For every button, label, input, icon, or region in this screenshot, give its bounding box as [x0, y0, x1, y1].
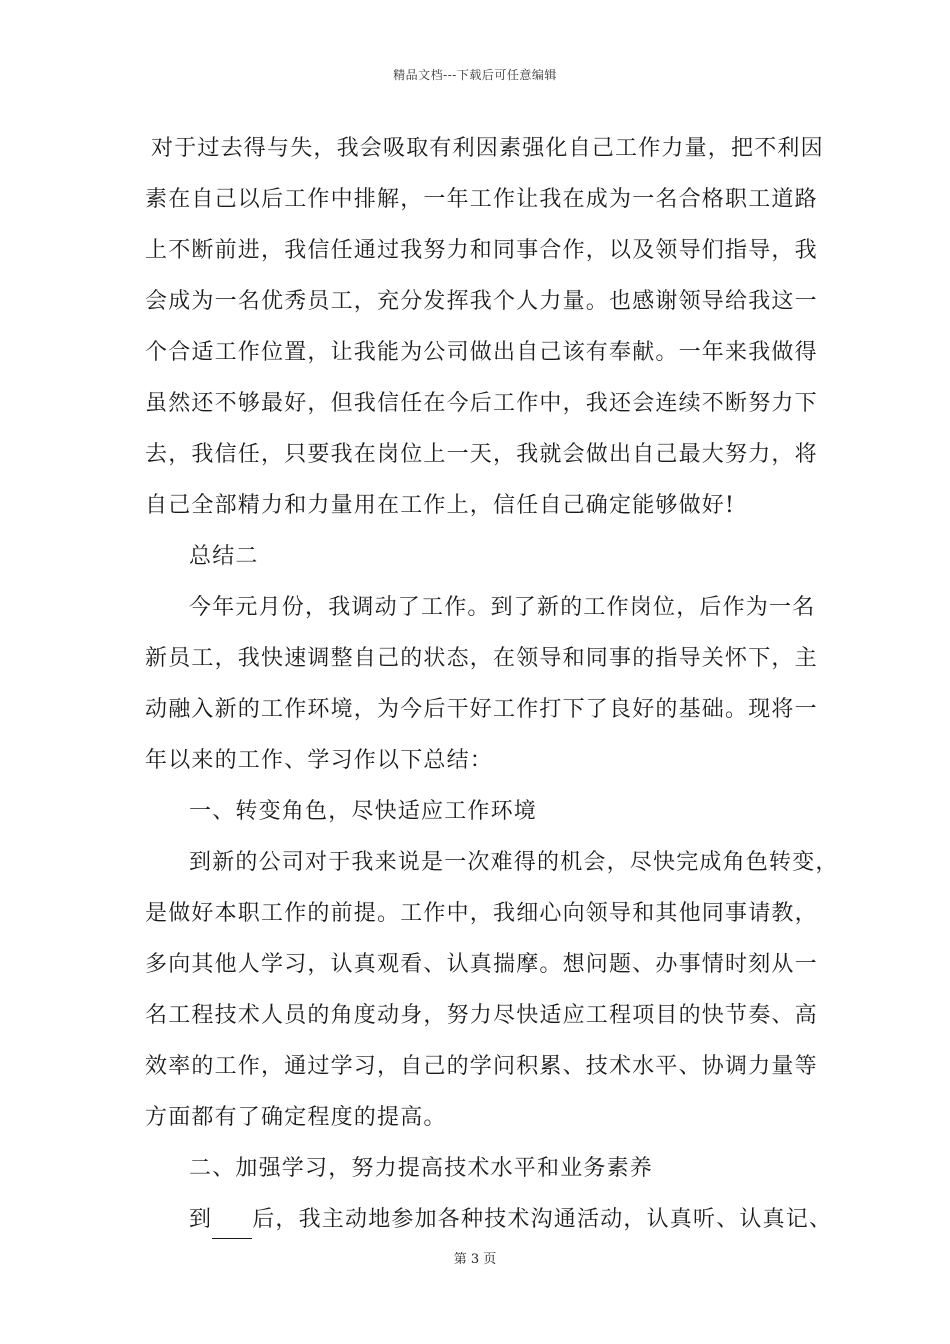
text-line: 素在自己以后工作中排解，一年工作让我在成为一名合格职工道路 [145, 187, 818, 212]
text-line: 效率的工作，通过学习，自己的学问积累、技术水平、协调力量等 [145, 1054, 818, 1079]
text-line: 对于过去得与失，我会吸取有利因素强化自己工作力量，把不利因 [151, 136, 824, 161]
page-header: 精品文档---下载后可任意编辑 [393, 68, 557, 82]
text-line: 今年元月份，我调动了工作。到了新的工作岗位，后作为一名 [189, 595, 816, 620]
text-line-with-blank [145, 1201, 833, 1252]
text-line: 多向其他人学习，认真观看、认真揣摩。想问题、办事情时刻从一 [145, 952, 818, 977]
fill-in-blank [212, 1212, 252, 1239]
section-heading: 总结二 [189, 544, 259, 569]
text-line: 上不断前进，我信任通过我努力和同事合作，以及领导们指导，我 [145, 238, 818, 263]
text-line: 自己全部精力和力量用在工作上，信任自己确定能够做好! [145, 493, 736, 518]
text-line: 新员工，我快速调整自己的状态，在领导和同事的指导关怀下，主 [145, 646, 818, 671]
text-line: 是做好本职工作的前提。工作中，我细心向领导和其他同事请教， [145, 901, 818, 926]
text-line: 动融入新的工作环境，为今后干好工作打下了良好的基础。现将一 [145, 697, 818, 722]
text-line: 会成为一名优秀员工，充分发挥我个人力量。也感谢领导给我这一 [145, 289, 818, 314]
text-line: 方面都有了确定程度的提高。 [145, 1105, 447, 1130]
text-line: 到新的公司对于我来说是一次难得的机会，尽快完成角色转变， [189, 850, 839, 875]
subsection-heading: 二、加强学习，努力提高技术水平和业务素养 [189, 1156, 654, 1181]
text-line: 名工程技术人员的角度动身，努力尽快适应工程项目的快节奏、高 [145, 1003, 818, 1028]
text-line: 虽然还不够最好，但我信任在今后工作中，我还会连续不断努力下 [145, 391, 818, 416]
text-after-blank: 后，我主动地参加各种技术沟通活动，认真听、认真记、 [252, 1207, 833, 1232]
document-body [145, 130, 839, 1252]
subsection-heading: 一、转变角色，尽快适应工作环境 [189, 799, 538, 824]
text-line: 个合适工作位置，让我能为公司做出自己该有奉献。一年来我做得 [145, 340, 818, 365]
text-before-blank: 到 [189, 1207, 213, 1232]
page-number: 第 3 页 [453, 1252, 497, 1267]
text-line: 去，我信任，只要我在岗位上一天，我就会做出自己最大努力，将 [145, 442, 818, 467]
text-line: 年以来的工作、学习作以下总结： [145, 748, 494, 773]
